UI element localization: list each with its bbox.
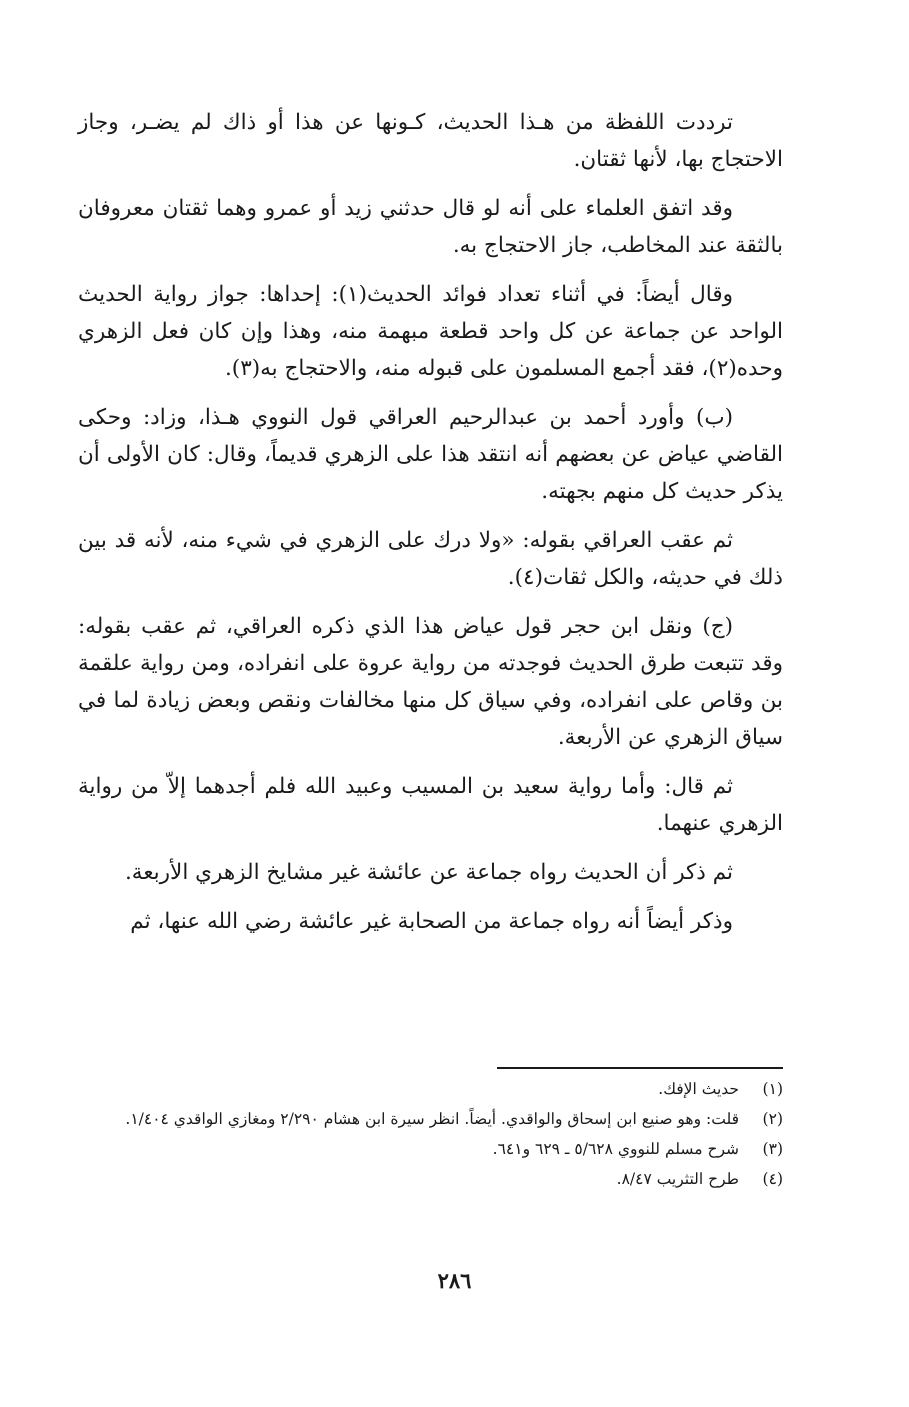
footnote-number: (٤) bbox=[762, 1170, 783, 1188]
footnote-text: حديث الإفك. bbox=[658, 1080, 739, 1098]
paragraph: ثم قال: وأما رواية سعيد بن المسيب وعبيد الله فلم أجدهما إلاّ من رواية الزهري عنهما. bbox=[78, 774, 783, 836]
footnote-separator bbox=[497, 1067, 783, 1069]
footnote-1 bbox=[78, 1074, 783, 1104]
footnote-number: (١) bbox=[762, 1080, 783, 1098]
footnote-text: قلت: وهو صنيع ابن إسحاق والواقدي. أيضاً. انظر سيرة ابن هشام ٢/٢٩٠ ومغازي الواقدي ١/٤٠٤. bbox=[125, 1110, 739, 1128]
footnotes bbox=[78, 1074, 783, 1194]
paragraph: (ج) ونقل ابن حجر قول عياض هذا الذي ذكره العراقي، ثم عقب بقوله: وقد تتبعت طرق الحديث فوجدته من رواية عروة على انفراده، ومن رواية علقمة بن وقاص على انفراده، وفي سياق كل منها مخالفات ونقص وبعض زيادة لما في سياق الزهري عن الأربعة. bbox=[78, 614, 783, 750]
footnote-2 bbox=[78, 1104, 783, 1134]
paragraph: وقال أيضاً: في أثناء تعداد فوائد الحديث(١): إحداها: جواز رواية الحديث الواحد عن جماعة عن كل واحد قطعة مبهمة منه، وهذا وإن كان فعل الزهري وحده(٢)، فقد أجمع المسلمون على قبوله منه، والاحتجاج به(٣). bbox=[78, 282, 783, 381]
paragraph: ثم ذكر أن الحديث رواه جماعة عن عائشة غير مشايخ الزهري الأربعة. bbox=[124, 860, 733, 885]
paragraph: وذكر أيضاً أنه رواه جماعة من الصحابة غير عائشة رضي الله عنها، ثم bbox=[130, 909, 733, 934]
paragraph: (ب) وأورد أحمد بن عبدالرحيم العراقي قول النووي هـذا، وزاد: وحكى القاضي عياض عن بعضهم أنه انتقد هذا على الزهري قديماً، وقال: كان الأولى أن يذكر حديث كل منهم بجهته. bbox=[78, 405, 783, 504]
paragraph: ترددت اللفظة من هـذا الحديث، كـونها عن هذا أو ذاك لم يضـر، وجاز الاحتجاج بها، لأنها ثقتان. bbox=[78, 110, 783, 172]
paragraph: وقد اتفق العلماء على أنه لو قال حدثني زيد أو عمرو وهما ثقتان معروفان بالثقة عند المخاطب، جاز الاحتجاج به. bbox=[78, 196, 783, 258]
footnote-4 bbox=[78, 1164, 783, 1194]
paragraph: ثم عقب العراقي بقوله: «ولا درك على الزهري في شيء منه، لأنه قد بين ذلك في حديثه، والكل ثقات(٤). bbox=[78, 528, 783, 590]
footnote-number: (٣) bbox=[762, 1140, 783, 1158]
body-text bbox=[78, 104, 783, 952]
footnote-3 bbox=[78, 1134, 783, 1164]
footnote-number: (٢) bbox=[762, 1110, 783, 1128]
footnote-text: طرح التثريب ٨/٤٧. bbox=[616, 1170, 739, 1188]
page-number: ٢٨٦ bbox=[437, 1268, 472, 1293]
footnote-text: شرح مسلم للنووي ٥/٦٢٨ ـ ٦٢٩ و٦٤١. bbox=[492, 1140, 739, 1158]
